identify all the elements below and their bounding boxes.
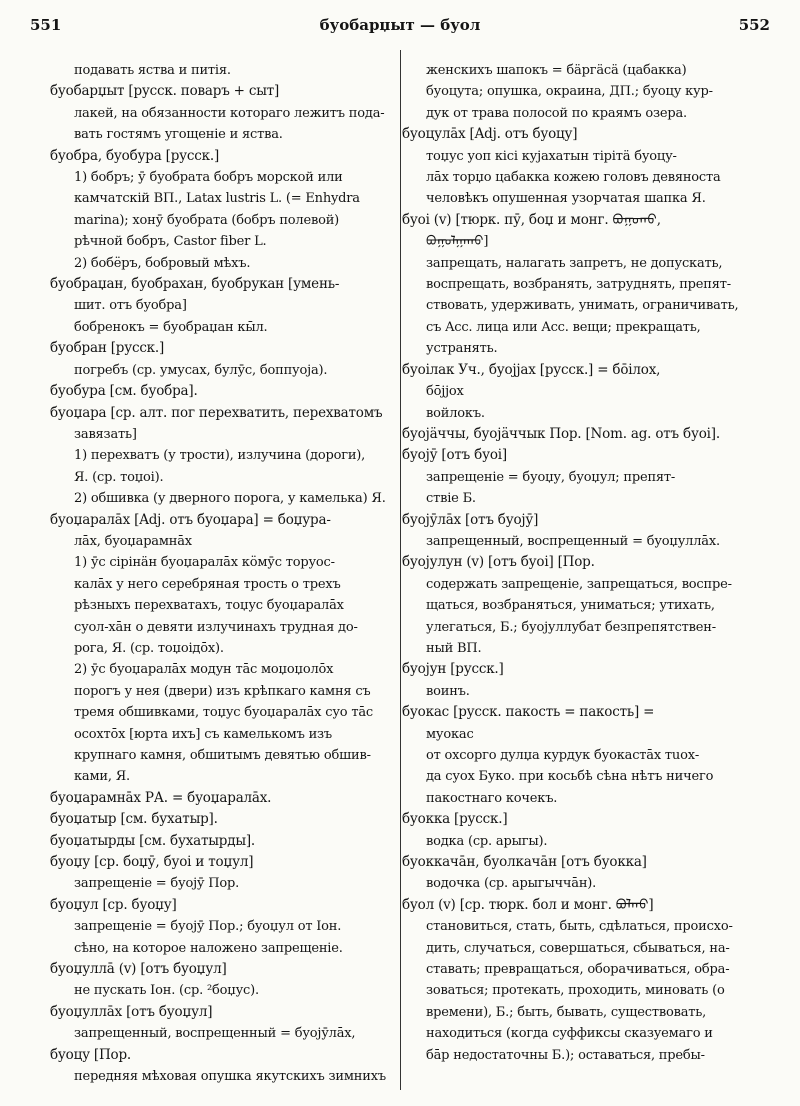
entry-text-line: 2) обшивка (у дверного порога, у камелька) Я.	[74, 491, 386, 507]
dictionary-entry	[50, 81, 390, 145]
entry-headword-line: буоџара [ср. алт. пог перехватить, перехватомъ	[50, 404, 383, 421]
entry-text-line: воспрещать, возбранять, затруднять, препят-	[426, 277, 731, 293]
entry-text-line: находиться (когда суффиксы сказуемаго и	[426, 1026, 713, 1042]
entry-text-line: лāх торџо цабакка кожею головъ девяноста	[426, 170, 721, 186]
entry-text-line: бобренокъ = буобраџан кы̄л.	[74, 319, 268, 335]
entry-text-line: 1) перехватъ (у трости), излучина (дороги),	[74, 448, 366, 464]
entry-headword-line: буојулун (v) [отъ буоі] [Пор.	[402, 554, 595, 571]
dictionary-entry	[50, 1002, 390, 1045]
entry-headword-line: буобура [см. буобра].	[50, 383, 198, 400]
entry-headword-line: буоџатырды [см. бухатырды].	[50, 832, 256, 849]
entry-text-line: погребъ (ср. умусах, булӯс, боппуоја).	[74, 362, 328, 378]
entry-text-line: зоваться; протекать, проходить, миновать (о	[426, 983, 725, 999]
entry-text-line: дук от трава полосой по краямъ озера.	[426, 105, 687, 121]
dictionary-entry	[402, 124, 740, 210]
entry-text-line: ствіе Б.	[426, 491, 476, 507]
page-number-right: 552	[738, 16, 770, 34]
dictionary-entry	[50, 381, 390, 402]
entry-text-line: лāх, буоџарамнāх	[74, 533, 192, 549]
entry-text-line: 1) ӯс сiрiнäн буоџаралāх кӧмӯс торуос-	[74, 555, 335, 571]
entry-headword-line: буокка [русск.]	[402, 811, 508, 828]
dictionary-entry	[50, 788, 390, 809]
dictionary-entry	[402, 360, 740, 424]
entry-headword-line: буоџуллā (v) [отъ буоџул]	[50, 961, 227, 978]
dictionary-entry	[50, 809, 390, 830]
dictionary-entry	[50, 60, 390, 81]
entry-text-line: рога, Я. (ср. тоџоідōх).	[74, 640, 224, 656]
dictionary-entry	[402, 210, 740, 360]
page-header	[30, 16, 770, 48]
entry-text-line: буоцута; опушка, окраина, ДП.; буоцу кур-	[426, 84, 713, 100]
entry-text-line: бāр недостаточны Б.); оставаться, пребы-	[426, 1047, 705, 1063]
dictionary-entry	[402, 552, 740, 659]
dictionary-entry	[50, 831, 390, 852]
entry-headword-line: буол (v) [ср. тюрк. бол и монг. ᠪᠣᠯᠬᠤ]	[402, 896, 654, 913]
entry-text-line: Я. (ср. тоџоі).	[74, 469, 164, 485]
entry-text-line: запрещенный, воспрещенный = буоџуллāх.	[426, 533, 720, 549]
dictionary-entry	[402, 445, 740, 509]
entry-text-line: тоџус уоп кiсi куjахатын тiрiтä буоцу-	[426, 148, 677, 164]
entry-text-line: рѣчной бобръ, Castor fiber L.	[74, 234, 267, 250]
entry-text-line: пакостнаго кочекъ.	[426, 790, 558, 806]
right-column	[402, 60, 740, 1100]
entry-text-line: передняя мѣховая опушка якутскихъ зимнихъ	[74, 1069, 386, 1085]
entry-headword-line: буокас [русск. пакость = пакость] =	[402, 704, 655, 721]
entry-text-line: 2) ӯс буоџаралāх модун тāс моџоџолōх	[74, 662, 334, 678]
entry-text-line: 2) бобёръ, бобровый мѣхъ.	[74, 255, 251, 271]
entry-text-line: содержать запрещеніе, запрещаться, воспре-	[426, 576, 732, 592]
entry-text-line: времени), Б.; быть, бывать, существовать,	[426, 1004, 707, 1020]
entry-text-line: завязать]	[74, 426, 137, 442]
entry-headword-line: буоџаралāх [Adj. отъ буоџара] = боџура-	[50, 511, 331, 528]
entry-text-line: калāх у него серебряная трость о трехъ	[74, 576, 341, 592]
entry-text-line: запрещать, налагать запретъ, не допускать,	[426, 255, 723, 271]
entry-text-line: съ Acc. лица или Acc. вещи; прекращать,	[426, 319, 701, 335]
entry-text-line: запрещеніе = буојӯ Пор.; буоџул от Іон.	[74, 919, 342, 935]
dictionary-entry	[402, 895, 740, 1066]
dictionary-entry	[50, 895, 390, 959]
entry-text-line: муокас	[426, 726, 474, 742]
entry-headword-line: буоі (v) [тюрк. пӯ, боџ и монг. ᠪᠣᠭᠣᠬᠤ,	[402, 211, 662, 228]
entry-text-line: лакей, на обязанности котораго лежитъ пода-	[74, 105, 385, 121]
entry-text-line: запрещеніе = буојӯ Пор.	[74, 876, 240, 892]
page-number-left: 551	[30, 16, 62, 34]
dictionary-entry	[50, 338, 390, 381]
entry-headword-line: буоцулāх [Adj. отъ буоцу]	[402, 126, 578, 143]
entry-headword-line: буоџул [ср. буоџу]	[50, 896, 177, 913]
entry-text-line: улегаться, Б.; буојуллубат безпрепятствен-	[426, 619, 716, 635]
dictionary-entry	[50, 959, 390, 1002]
entry-text-line: порогъ у нея (двери) изъ крѣпкаго камня съ	[74, 683, 371, 699]
entry-text-line: женскихъ шапокъ = бäргäсä (цабакка)	[426, 63, 687, 78]
entry-headword-line: буоџу [ср. боџӯ, буоі и тоџул]	[50, 854, 254, 871]
dictionary-entry	[402, 809, 740, 852]
left-column	[50, 60, 390, 1100]
entry-headword-line: буоџарамнāх РА. = буоџаралāх.	[50, 789, 272, 806]
entry-text-line: дить, случаться, совершаться, сбываться, на-	[426, 940, 730, 956]
entry-headword-line: буоџатыр [см. бухатыр].	[50, 811, 218, 828]
entry-headword-line: буоілак Уч., буојјах [русск.] = бōілох,	[402, 361, 661, 378]
entry-text-line: запрещенный, воспрещенный = буојӯлāх,	[74, 1026, 356, 1042]
column-divider	[400, 50, 401, 1090]
entry-text-line: шит. отъ буобра]	[74, 298, 187, 314]
running-head: буобарџыт — буол	[319, 16, 481, 34]
entry-text-line: устранять.	[426, 341, 498, 357]
entry-text-line: запрещеніе = буоџу, буоџул; препят-	[426, 469, 676, 485]
entry-headword-line: буоцу [Пор.	[50, 1046, 132, 1063]
entry-text-line: рѣзныхъ перехватахъ, тоџус буоџаралāх	[74, 598, 344, 614]
entry-text-line: от охсорго дулџа курдук буокастāх тuох-	[426, 748, 700, 763]
entry-text-line: бōјјох	[426, 384, 464, 400]
entry-text-line: водка (ср. арыгы).	[426, 833, 548, 849]
entry-text-line: да суох Буко. при косьбѣ сѣна нѣтъ ничего	[426, 769, 714, 785]
entry-text-line: ный ВП.	[426, 640, 482, 656]
entry-text-line: крупнаго камня, обшитымъ девятью обшив-	[74, 748, 371, 763]
dictionary-entry	[50, 510, 390, 788]
entry-text-line: сѣно, на которое наложено запрещеніе.	[74, 940, 343, 956]
entry-text-line: вать гостямъ угощеніе и яства.	[74, 127, 283, 143]
entry-text-line: щаться, возбраняться, униматься; утихать,	[426, 598, 715, 614]
entry-text-line: человѣкъ опушенная узорчатая шапка Я.	[426, 191, 706, 207]
entry-headword-line: буобарџыт [русск. поваръ + сыт]	[50, 83, 280, 100]
entry-headword-line: буојӯлāх [отъ буојӯ]	[402, 511, 539, 528]
dictionary-entry	[402, 659, 740, 702]
dictionary-entry	[402, 702, 740, 809]
dictionary-entry	[402, 852, 740, 895]
entry-text-line: водочка (ср. арыгыччāн).	[426, 876, 597, 892]
entry-text-line: ствовать, удерживать, унимать, ограничивать,	[426, 298, 739, 314]
dictionary-entry	[50, 1045, 390, 1088]
entry-text-line: marina); хонӯ буобрата (бобръ полевой)	[74, 212, 340, 228]
entry-headword-line: буоџуллāх [отъ буоџул]	[50, 1003, 213, 1020]
dictionary-entry	[50, 274, 390, 338]
entry-headword-line: буоккачāн, буолкачāн [отъ буокка]	[402, 854, 647, 871]
entry-text-line: камчатскій ВП., Latax lustris L. (= Enhydra	[74, 191, 360, 207]
entry-text-line: ками, Я.	[74, 769, 130, 785]
entry-headword-line: буојун [русск.]	[402, 661, 504, 678]
entry-headword-line: буојӯ [отъ буоі]	[402, 447, 507, 464]
entry-text-line: войлокъ.	[426, 405, 485, 421]
entry-text-line: тремя обшивками, тоџус буоџаралāх суо тāс	[74, 705, 373, 721]
entry-text-line: становиться, стать, быть, сдѣлаться, происхо-	[426, 919, 733, 935]
entry-text-line: осохтōх [юрта ихъ] съ камелькомъ изъ	[74, 726, 332, 742]
entry-headword-line: буојäччы, буојäччык Пор. [Nom. ag. отъ буоі].	[402, 425, 720, 442]
dictionary-entry	[50, 146, 390, 274]
entry-text-line: не пускать Іон. (ср. ²боџус).	[74, 983, 259, 999]
entry-text-line: ᠪᠣᠭᠣᠯᠭᠠᠬᠤ]	[426, 234, 489, 250]
entry-text-line: подавать яства и питія.	[74, 63, 231, 78]
entry-text-line: суол-хāн о девяти излучинахъ трудная до-	[74, 619, 358, 635]
dictionary-entry	[50, 403, 390, 510]
dictionary-entry	[402, 60, 740, 124]
entry-text-line: 1) бобръ; ӯ буобрата бобръ морской или	[74, 170, 343, 186]
entry-headword-line: буобраџан, буобрахан, буобрукан [умень-	[50, 276, 340, 293]
entry-text-line: воинъ.	[426, 683, 470, 699]
dictionary-entry	[50, 852, 390, 895]
entry-headword-line: буобран [русск.]	[50, 340, 165, 357]
entry-text-line: ставать; превращаться, оборачиваться, обра-	[426, 962, 730, 978]
entry-headword-line: буобра, буобура [русск.]	[50, 147, 220, 164]
dictionary-entry	[402, 424, 740, 445]
dictionary-entry	[402, 510, 740, 553]
